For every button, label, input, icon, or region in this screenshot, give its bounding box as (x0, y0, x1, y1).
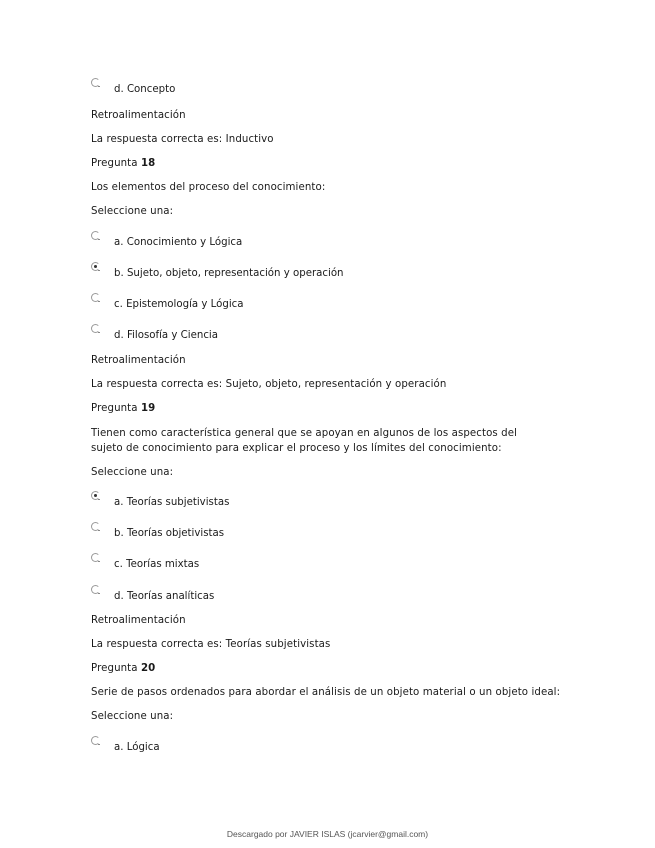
option-label: d. Teorías analíticas (114, 591, 215, 602)
radio-shadow (98, 744, 100, 745)
select-prompt: Seleccione una: (91, 467, 174, 478)
radio-shadow (98, 332, 100, 333)
correct-answer: La respuesta correcta es: Teorías subjetivistas (91, 639, 331, 650)
radio-shadow (98, 530, 100, 531)
question-heading (91, 158, 155, 169)
option-label: a. Lógica (114, 742, 160, 753)
question-text: Tienen como característica general que se apoyan en algunos de los aspectos del sujeto de conocimiento para explicar el proceso y los límites del conocimiento: (91, 428, 518, 454)
radio-shadow (98, 239, 100, 240)
question-heading (91, 403, 155, 414)
option-label: b. Teorías objetivistas (114, 528, 225, 539)
question-text: Serie de pasos ordenados para abordar el análisis de un objeto material o un objeto ideal: (91, 687, 561, 698)
question-label: Pregunta (91, 403, 138, 414)
radio-shadow (98, 270, 100, 271)
option-label: b. Sujeto, objeto, representación y operación (114, 268, 344, 279)
radio-shadow (98, 301, 100, 302)
download-footer: Descargado por JAVIER ISLAS (jcarvier@gmail.com) (226, 829, 429, 839)
question-number: 20 (140, 663, 156, 674)
feedback-label: Retroalimentación (91, 615, 186, 626)
question-number: 19 (140, 403, 156, 414)
radio-shadow (98, 561, 100, 562)
radio-shadow (98, 499, 100, 500)
question-label: Pregunta (91, 663, 138, 674)
feedback-label: Retroalimentación (91, 110, 186, 121)
radio-shadow (98, 593, 100, 594)
option-label: c. Teorías mixtas (114, 559, 200, 570)
feedback-label: Retroalimentación (91, 355, 186, 366)
option-label: d. Filosofía y Ciencia (114, 330, 219, 341)
question-text: Los elementos del proceso del conocimiento: (91, 182, 326, 193)
correct-answer: La respuesta correcta es: Inductivo (91, 134, 274, 145)
radio-shadow (98, 86, 100, 87)
select-prompt: Seleccione una: (91, 206, 174, 217)
option-label: c. Epistemología y Lógica (114, 299, 244, 310)
option-label: d. Concepto (114, 84, 176, 95)
question-label: Pregunta (91, 158, 138, 169)
option-label: a. Teorías subjetivistas (114, 497, 230, 508)
correct-answer: La respuesta correcta es: Sujeto, objeto, representación y operación (91, 379, 447, 390)
question-number: 18 (140, 158, 156, 169)
question-heading (91, 663, 155, 674)
option-label: a. Conocimiento y Lógica (114, 237, 243, 248)
select-prompt: Seleccione una: (91, 711, 174, 722)
